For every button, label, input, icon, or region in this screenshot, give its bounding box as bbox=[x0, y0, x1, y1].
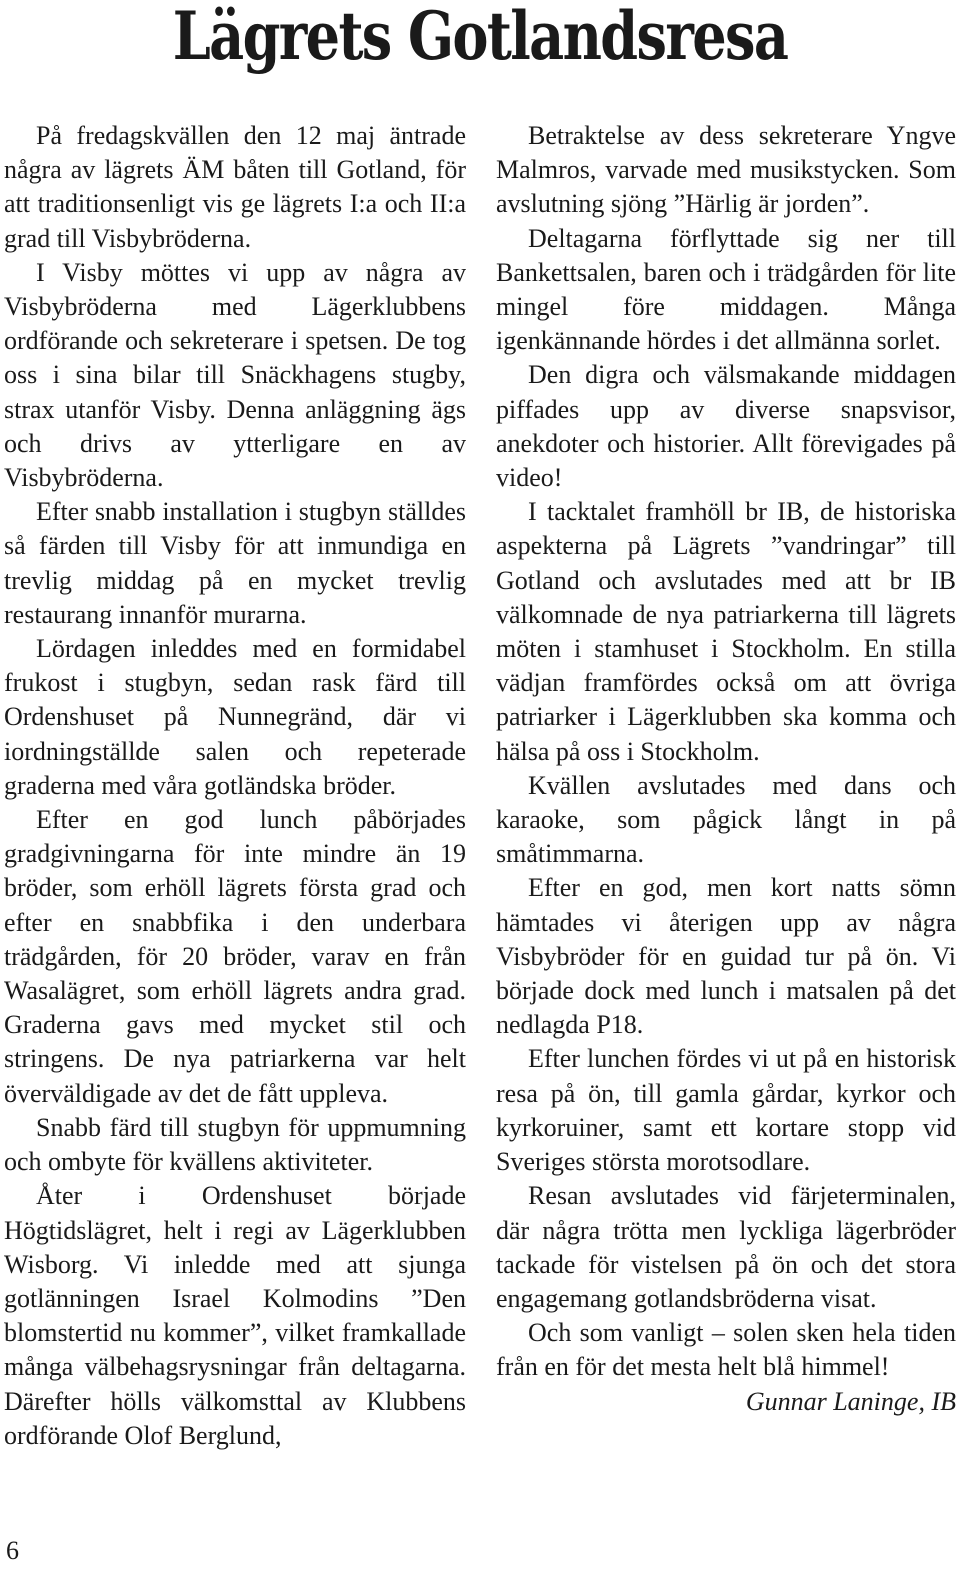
paragraph: Deltagarna förflyttade sig ner till Bankettsalen, baren och i trädgården för lite mingel före middagen. Många igenkännande hördes i det allmänna sorlet. bbox=[496, 223, 956, 356]
paragraph: Resan avslutades vid färjeterminalen, där några trötta men lyckliga lägerbröder tackade för vistelsen på ön och det stora engagemang gotlandsbröderna visat. bbox=[496, 1181, 956, 1313]
page-number: 6 bbox=[6, 1536, 19, 1565]
article-column-left bbox=[4, 119, 466, 1453]
paragraph: I tacktalet framhöll br IB, de historiska aspekterna på Lägrets ”vandringar” till Gotland och avslutades med att br IB välkomnade de nya patriarkerna till lägrets möten i stamhuset i Stockholm. En stilla vädjan framfördes också om att övriga patriarker i Lägerklubben ska komma och hälsa på oss i Stockholm. bbox=[496, 497, 956, 766]
author-signature: Gunnar Laninge, IB bbox=[745, 1386, 956, 1416]
paragraph: Efter lunchen fördes vi ut på en historisk resa på ön, till gamla gårdar, kyrkor och kyrkoruiner, samt ett kortare stopp vid Sveriges största morotsodlare. bbox=[496, 1044, 956, 1177]
paragraph: Åter i Ordenshuset började Högtidslägret, helt i regi av Lägerklubben Wisborg. Vi inledde med att sjunga gotlänningen Israel Kolmodins ”Den blomstertid nu kommer”, vilket framkallade många välbehagsrysningar från deltagarna. Därefter hölls välkomsttal av Klubbens ordförande Olof Berglund, bbox=[4, 1181, 466, 1450]
paragraph: Snabb färd till stugbyn för uppmumning och ombyte för kvällens aktiviteter. bbox=[4, 1112, 466, 1177]
paragraph: Efter en god lunch påbörjades gradgivningarna för inte mindre än 19 bröder, som erhöll lägrets första grad och efter en snabbfika i den underbara trädgården, för 20 bröder, varav en från Wasalägret, som erhöll lägrets andra grad. Graderna gavs med mycket stil och stringens. De nya patriarkerna var helt överväldigade av det de fått uppleva. bbox=[4, 805, 466, 1108]
paragraph: I Visby möttes vi upp av några av Visbybröderna med Lägerklubbens ordförande och sekreterare i spetsen. De tog oss i sina bilar till Snäckhagens stugby, strax utanför Visby. Denna anläggning ägs och drivs av ytterligare en av Visbybröderna. bbox=[4, 257, 466, 493]
paragraph: Den digra och välsmakande middagen piffades upp av diverse snapsvisor, anekdoter och historier. Allt förevigades på video! bbox=[496, 360, 956, 493]
paragraph: Betraktelse av dess sekreterare Yngve Malmros, varvade med musikstycken. Som avslutning sjöng ”Härlig är jorden”. bbox=[496, 121, 956, 219]
paragraph: Lördagen inleddes med en formidabel frukost i stugbyn, sedan rask färd till Ordenshuset på Nunnegränd, där vi iordningställde salen och repeterade graderna med våra gotländska bröder. bbox=[4, 634, 466, 800]
paragraph: Efter en god, men kort natts sömn hämtades vi återigen upp av några Visbybröder för en guidad tur på ön. Vi började dock med lunch i matsalen på det nedlagda P18. bbox=[496, 873, 956, 1040]
paragraph: Kvällen avslutades med dans och karaoke, som pågick långt in på småtimmarna. bbox=[496, 770, 956, 869]
article-title: Lägrets Gotlandsresa bbox=[172, 0, 788, 75]
paragraph: Och som vanligt – solen sken hela tiden från en för det mesta helt blå himmel! bbox=[496, 1318, 956, 1382]
paragraph: Efter snabb installation i stugbyn ställdes så färden till Visby för att inmundiga en trevlig middag på en mycket trevlig restaurang innanför murarna. bbox=[4, 497, 466, 629]
article-column-right bbox=[496, 119, 956, 1419]
paragraph: På fredagskvällen den 12 maj äntrade några av lägrets ÄM båten till Gotland, för att traditionsenligt vis ge lägrets I:a och II:a grad till Visbybröderna. bbox=[4, 121, 466, 253]
